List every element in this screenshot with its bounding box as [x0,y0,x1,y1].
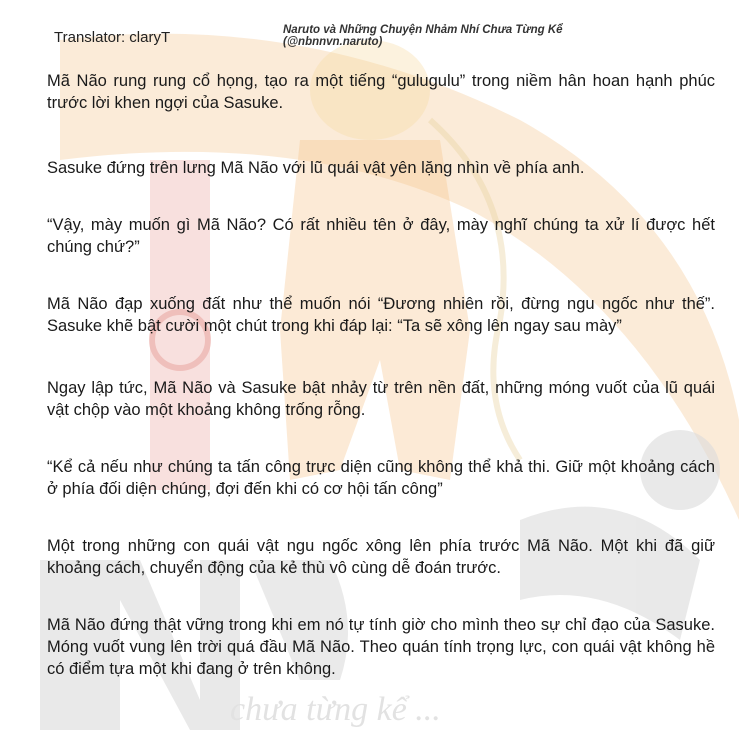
series-handle: (@nbnnvn.naruto) [283,36,383,48]
paragraph-5: Ngay lập tức, Mã Não và Sasuke bật nhảy từ trên nền đất, những móng vuốt của lũ quái vật chộp vào một khoảng không trống rỗng. [47,379,715,419]
paragraph-4: Mã Não đạp xuống đất như thể muốn nói “Đương nhiên rồi, đừng ngu ngốc như thế”. Sasuke khẽ bật cười một chút trong khi đáp lại: “Ta sẽ xông lên ngay sau mày” [47,295,715,335]
translator-credit: Translator: claryT [54,29,171,46]
paragraph-7: Một trong những con quái vật ngu ngốc xông lên phía trước Mã Não. Một khi đã giữ khoảng cách, chuyển động của kẻ thù vô cùng dễ đoán trước. [47,537,715,577]
paragraph-6: “Kể cả nếu như chúng ta tấn công trực diện cũng không thể khả thi. Giữ một khoảng cách ở phía đối diện chúng, đợi đến khi có cơ hội tấn công” [47,458,715,498]
page-header [0,0,739,62]
paragraph-8: Mã Não đứng thật vững trong khi em nó tự tính giờ cho mình theo sự chỉ đạo của Sasuke. Móng vuốt vung lên trời quá đầu Mã Não. Theo quán tính trọng lực, con quái vật không hề có điểm tựa một khi đang ở trên không. [47,616,715,678]
paragraph-2: Sasuke đứng trên lưng Mã Não với lũ quái vật yên lặng nhìn về phía anh. [47,159,585,177]
series-title: Naruto và Những Chuyện Nhảm Nhí Chưa Từng Kể [283,24,563,36]
paragraph-3: “Vậy, mày muốn gì Mã Não? Có rất nhiều tên ở đây, mày nghĩ chúng ta xử lí được hết chúng chứ?” [47,216,715,256]
watermark-tagline: chưa từng kể ... [230,691,441,728]
paragraph-1: Mã Não rung rung cổ họng, tạo ra một tiếng “gulugulu” trong niềm hân hoan hạnh phúc trước lời khen ngợi của Sasuke. [47,72,715,112]
story-text [47,70,715,680]
series-credit [283,24,563,48]
